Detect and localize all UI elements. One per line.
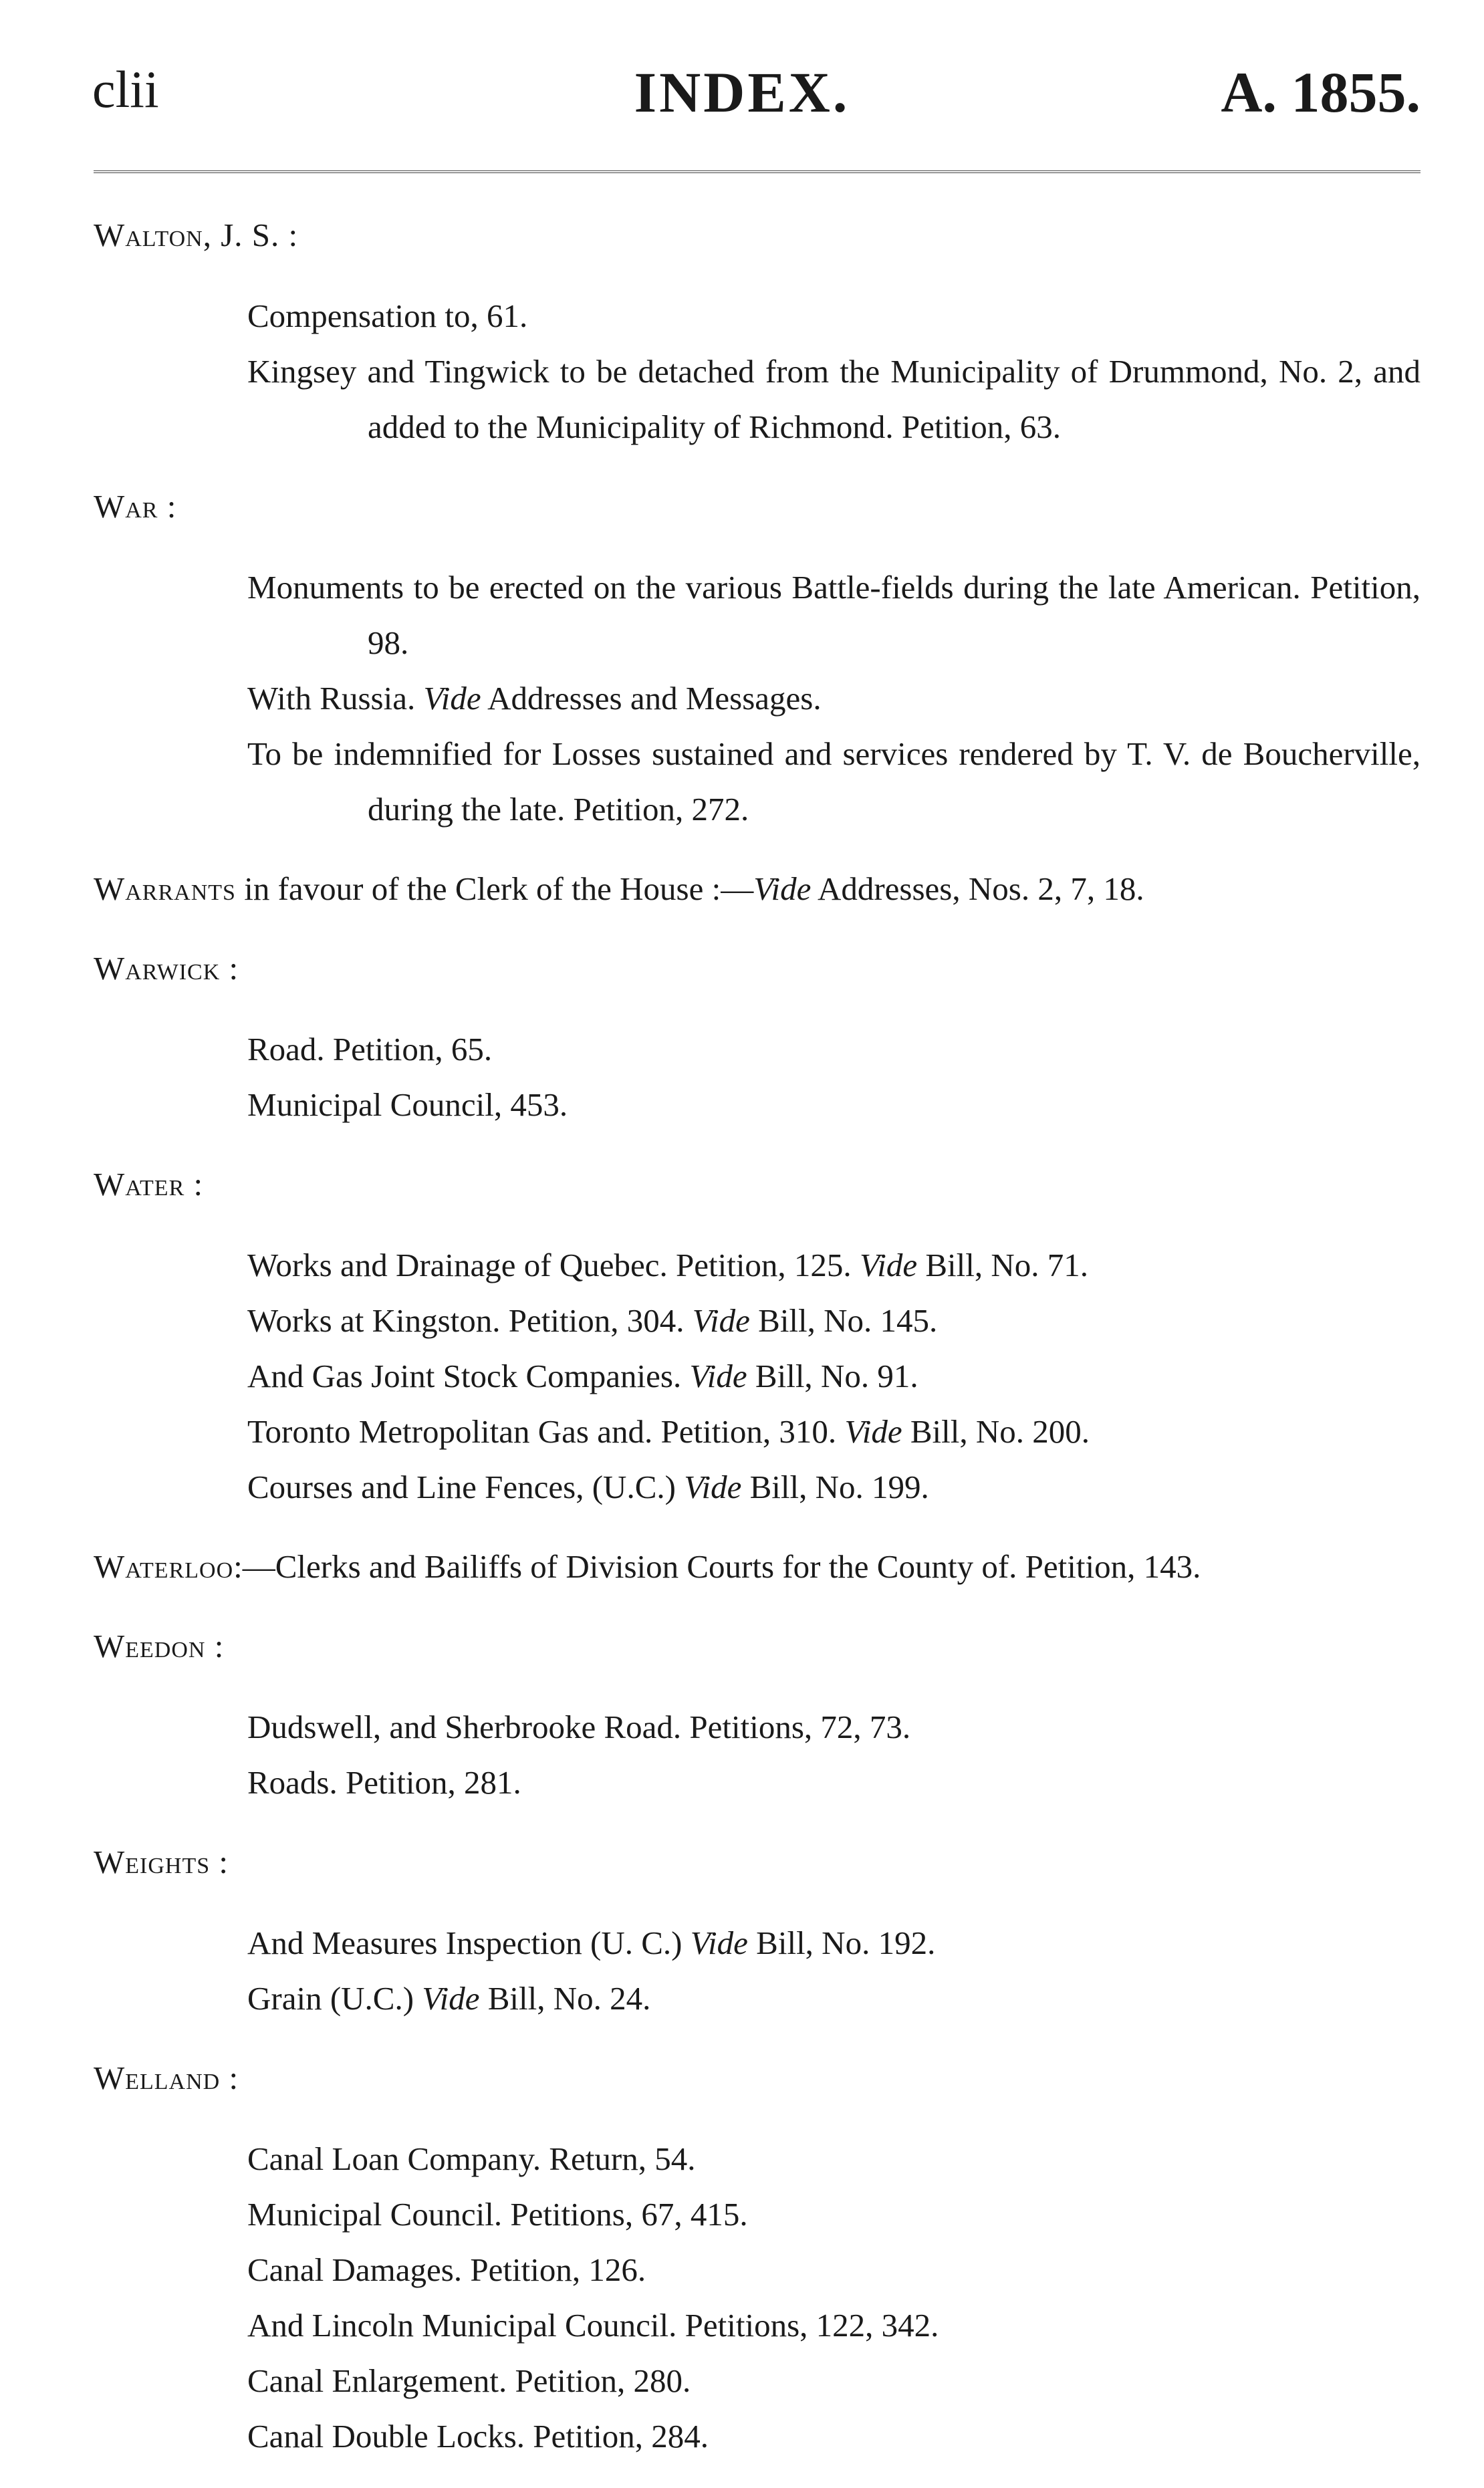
- subentry: Canal Enlargement. Petition, 280.: [247, 2362, 691, 2399]
- subentry-text: Toronto Metropolitan Gas and. Petition, 310.: [247, 1413, 837, 1450]
- index-content: [94, 207, 1420, 2488]
- page-title: INDEX.: [634, 60, 850, 124]
- index-entry-warrants: [94, 861, 1420, 916]
- subentry: Municipal Council. Petitions, 67, 415.: [247, 2196, 748, 2233]
- entry-subitems: [94, 1021, 1420, 1132]
- index-entry-weights: [94, 1834, 1420, 2026]
- subentry-ref: Bill, No. 71.: [925, 1247, 1089, 1283]
- subentry-text: Grain (U.C.): [247, 1980, 414, 2017]
- subentry-ref: Addresses and Messages.: [487, 680, 822, 717]
- vide-ref: Vide: [690, 1924, 748, 1961]
- vide-ref: Vide: [689, 1358, 747, 1394]
- entry-heading: Warrants: [94, 870, 236, 907]
- subentry: [247, 1915, 1420, 1971]
- entry-heading: Water :: [94, 1166, 204, 1203]
- subentry: Monuments to be erected on the various Battle-fields during the late American. Petition, 98.: [247, 569, 1420, 661]
- entry-subitems: [94, 1699, 1420, 1810]
- entry-subitems: [94, 559, 1420, 837]
- subentry: [247, 1293, 1420, 1348]
- subentry: Roads. Petition, 281.: [247, 1764, 521, 1801]
- index-entry-warwick: [94, 941, 1420, 1132]
- entry-subitems: [94, 1237, 1420, 1515]
- subentry: [247, 1348, 1420, 1404]
- subentry: To be indemnified for Losses sustained and services rendered by T. V. de Boucherville, during the late. Petition, 272.: [247, 735, 1420, 828]
- vide-ref: Vide: [692, 1302, 750, 1339]
- subentry-ref: Bill, No. 91.: [755, 1358, 918, 1394]
- subentry: Compensation to, 61.: [247, 297, 528, 334]
- page-number: clii: [92, 60, 159, 118]
- entry-heading: War :: [94, 488, 177, 525]
- index-entry-welland: [94, 2050, 1420, 2464]
- entry-ref: Addresses, Nos. 2, 7, 18.: [817, 870, 1144, 907]
- index-entry-weedon: [94, 1618, 1420, 1810]
- index-entry-walton: [94, 207, 1420, 455]
- subentry-text: Works and Drainage of Quebec. Petition, 125.: [247, 1247, 852, 1283]
- entry-heading: Waterloo: [94, 1548, 234, 1585]
- subentry: Canal Loan Company. Return, 54.: [247, 2140, 696, 2177]
- entry-heading: Walton, J. S. :: [94, 217, 299, 253]
- index-entry-water: [94, 1156, 1420, 1515]
- vide-ref: Vide: [859, 1247, 918, 1283]
- subentry: Municipal Council, 453.: [247, 1086, 568, 1123]
- index-entry-war: [94, 479, 1420, 837]
- subentry: Road. Petition, 65.: [247, 1031, 493, 1068]
- subentry-text: With Russia.: [247, 680, 416, 717]
- entry-heading: Weights :: [94, 1844, 229, 1880]
- subentry-ref: Bill, No. 192.: [756, 1924, 936, 1961]
- header-rule: [94, 170, 1420, 177]
- vide-ref: Vide: [753, 870, 812, 907]
- vide-ref: Vide: [422, 1980, 480, 2017]
- subentry: [247, 1237, 1420, 1293]
- vide-ref: Vide: [423, 680, 481, 717]
- entry-heading: Warwick :: [94, 950, 239, 987]
- subentry: Canal Double Locks. Petition, 284.: [247, 2418, 709, 2455]
- subentry-text: Works at Kingston. Petition, 304.: [247, 1302, 685, 1339]
- subentry: [247, 1404, 1420, 1459]
- subentry: [247, 1971, 1420, 2026]
- subentry-ref: Bill, No. 145.: [758, 1302, 938, 1339]
- subentry-ref: Bill, No. 199.: [749, 1469, 929, 1505]
- entry-subitems: [94, 1915, 1420, 2026]
- subentry: And Lincoln Municipal Council. Petitions, 122, 342.: [247, 2307, 939, 2344]
- subentry-text: Courses and Line Fences, (U.C.): [247, 1469, 676, 1505]
- subentry: Dudswell, and Sherbrooke Road. Petitions, 72, 73.: [247, 1709, 911, 1745]
- subentry: Kingsey and Tingwick to be detached from the Municipality of Drummond, No. 2, and added to the Municipality of Richmond. Petition, 63.: [247, 353, 1420, 445]
- subentry-ref: Bill, No. 24.: [487, 1980, 651, 2017]
- vide-ref: Vide: [684, 1469, 742, 1505]
- entry-subitems: [94, 288, 1420, 455]
- index-entry-waterloo: [94, 1539, 1420, 1594]
- subentry: Canal Damages. Petition, 126.: [247, 2251, 646, 2288]
- subentry: [247, 1459, 1420, 1515]
- entry-subitems: [94, 2131, 1420, 2464]
- subentry: [247, 670, 1420, 726]
- subentry-ref: Bill, No. 200.: [910, 1413, 1090, 1450]
- vide-ref: Vide: [844, 1413, 902, 1450]
- entry-text: :—Clerks and Bailiffs of Division Courts for the County of. Petition, 143.: [233, 1548, 1201, 1585]
- entry-heading: Weedon :: [94, 1628, 225, 1664]
- entry-text: in favour of the Clerk of the House :—: [244, 870, 754, 907]
- subentry-text: And Measures Inspection (U. C.): [247, 1924, 683, 1961]
- entry-heading: Welland :: [94, 2060, 239, 2096]
- page-year: A. 1855.: [1221, 60, 1420, 124]
- subentry-text: And Gas Joint Stock Companies.: [247, 1358, 682, 1394]
